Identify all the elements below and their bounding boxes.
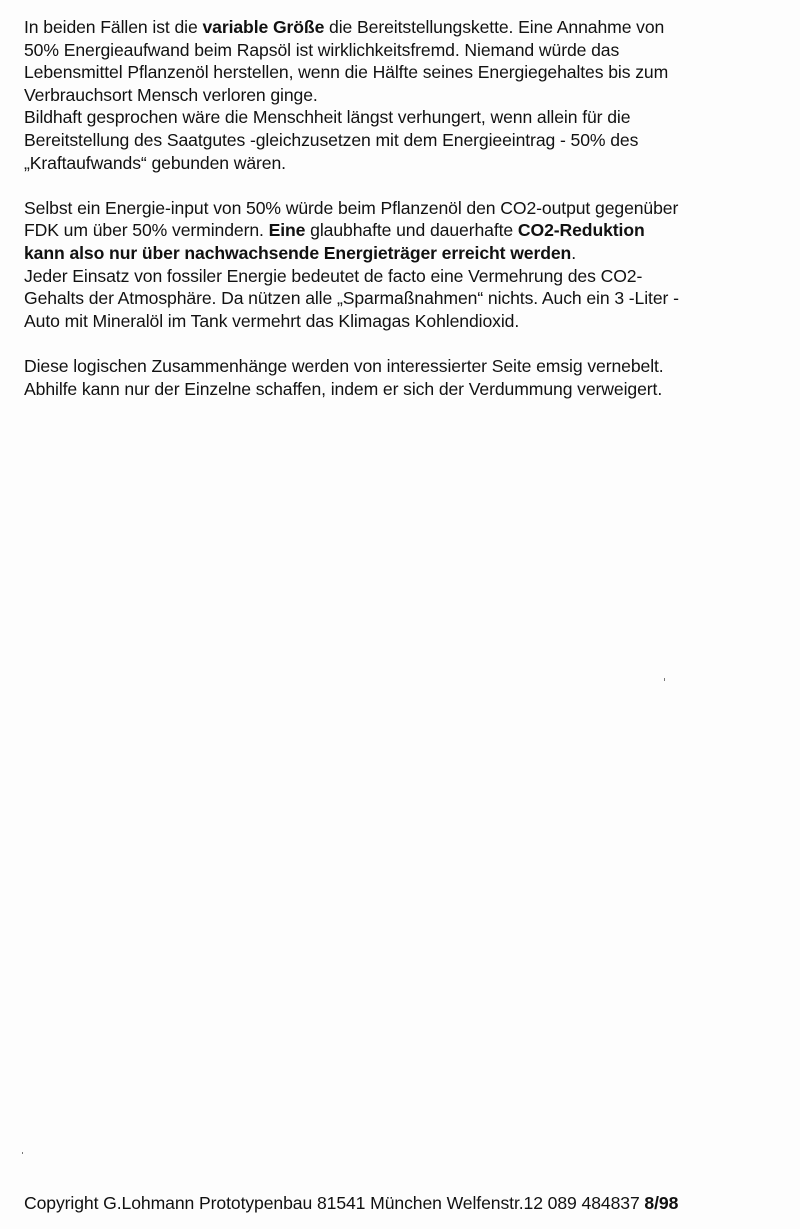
text-run: Lebensmittel Pflanzenöl herstellen, wenn die Hälfte seines Energiegehaltes bis zum [24,62,669,83]
scan-speck [22,1152,23,1154]
text-run: Bereitstellung des Saatgutes -gleichzusetzen mit dem Energieeintrag - 50% des [24,129,639,150]
text-line [24,378,794,401]
text-line [24,129,794,152]
text-line [24,310,794,333]
scan-speck [664,678,665,681]
text-run: . [571,242,577,263]
text-run: glaubhafte und dauerhafte [305,220,518,241]
text-line [24,287,794,310]
text-line [24,242,794,265]
text-line [24,152,794,175]
text-line [24,84,794,107]
text-line [24,197,794,220]
text-run: Diese logischen Zusammenhänge werden von interessierter Seite emsig vernebelt. [24,355,664,376]
text-run: 50% Energieaufwand beim Rapsöl ist wirklichkeitsfremd. Niemand würde das [24,39,620,60]
text-run: Verbrauchsort Mensch verloren ginge. [24,84,318,105]
text-line [24,39,794,62]
document-body [24,16,794,423]
text-run: In beiden Fällen ist die [24,17,203,37]
text-run: Jeder Einsatz von fossiler Energie bedeutet de facto eine Vermehrung des CO2- [24,265,643,286]
bold-text: variable Größe [202,17,325,37]
text-run: Bildhaft gesprochen wäre die Menschheit längst verhungert, wenn allein für die [24,107,631,128]
bold-text: CO2-Reduktion [517,220,645,241]
text-line [24,61,794,84]
text-run: Abhilfe kann nur der Einzelne schaffen, indem er sich der Verdummung verweigert. [24,378,663,399]
page-footer [24,1192,678,1214]
bold-text: Eine [268,220,306,241]
paragraph [24,16,794,174]
text-run: Auto mit Mineralöl im Tank vermehrt das Klimagas Kohlendioxid. [24,310,520,331]
text-run: die Bereitstellungskette. Eine Annahme von [324,17,665,37]
text-line [24,219,794,242]
bold-text: kann also nur über nachwachsende Energieträger erreicht werden [24,242,572,263]
text-run: FDK um über 50% vermindern. [24,220,269,241]
text-run: „Kraftaufwands“ gebunden wären. [24,152,286,173]
text-line [24,16,794,39]
paragraph [24,355,794,400]
footer-page-number: 8/98 [644,1193,679,1213]
paragraph [24,197,794,333]
text-line [24,106,794,129]
text-line [24,265,794,288]
footer-copyright: Copyright G.Lohmann Prototypenbau 81541 München Welfenstr.12 089 484837 [24,1193,645,1213]
text-run: Gehalts der Atmosphäre. Da nützen alle „Sparmaßnahmen“ nichts. Auch ein 3 -Liter - [24,288,679,309]
text-run: Selbst ein Energie-input von 50% würde beim Pflanzenöl den CO2-output gegenüber [24,197,679,218]
text-line [24,355,794,378]
